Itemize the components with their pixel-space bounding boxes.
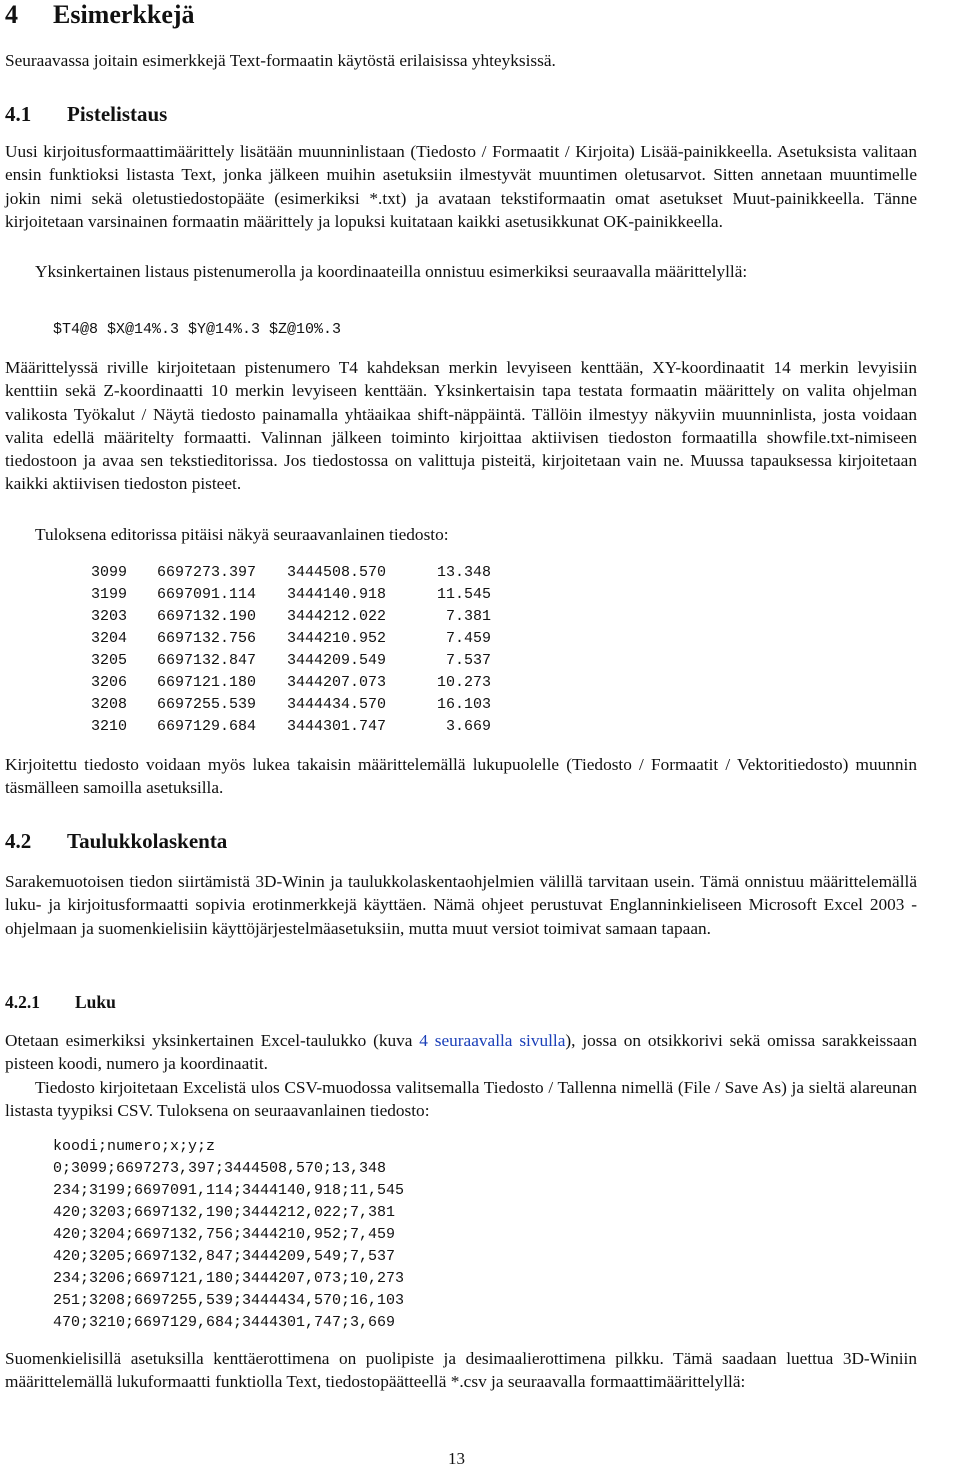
page-number: 13 <box>448 1449 465 1468</box>
table-cell: 6697121.180 <box>157 674 257 691</box>
figure-reference-link[interactable]: 4 seuraavalla sivulla <box>419 1031 566 1050</box>
paragraph: Määrittelyssä riville kirjoitetaan pistenumero T4 kahdeksan merkin levyiseen kenttään, XY-koordinaatit 14 merkin levyisiin kenttiin sekä Z-koordinaatti 10 merkin levyiseen kenttään. Yksinkertaisin tapa testata formaatin määrittely on valita ohjelman valikosta Työkalut / Näytä tiedosto painamalla yhtäaikaa shift-näppäintä. Tällöin ilmestyy näkyviin muunninlista, josta voidaan valita edellä määritelty formaatti. Valinnan jälkeen toiminto kirjoittaa aktiivisen tiedoston formaatilla showfile.txt-nimiseen tiedostoon ja avaa sen tekstieditorissa. Jos tiedostossa on valittuja pisteitä, kirjoitetaan vain ne. Muussa tapauksessa kirjoitetaan kaikki aktiivisen tiedoston pisteet. <box>5 358 917 494</box>
table-cell: 6697273.397 <box>157 564 257 581</box>
paragraph: Sarakemuotoisen tiedon siirtämistä 3D-Winin ja taulukkolaskentaohjelmien välillä tarvitaan usein. Tämä onnistuu määrittelemällä luku- ja kirjoitusformaatti sopivia erotinmerkkejä käyttäen. Nämä ohjeet perustuvat Englanninkieliseen Microsoft Excel 2003 -ohjelmaan ja suomenkielisiin käyttöjärjestelmäasetuksiin, mutta muut versiot toimivat samaan tapaan. <box>5 872 917 938</box>
section-heading-4-1 <box>5 102 167 127</box>
paragraph: Yksinkertainen listaus pistenumerolla ja koordinaateilla onnistuu esimerkiksi seuraavalla määrittelyllä: <box>35 262 748 281</box>
table-cell: 3444434.570 <box>287 696 387 713</box>
table-cell: 10.273 <box>436 674 491 691</box>
paragraph: Otetaan esimerkiksi yksinkertainen Excel-taulukko (kuva 4 seuraavalla sivulla), jossa on otsikkorivi sekä omissa sarakkeissaan pisteen koodi, numero ja koordinaatit. <box>5 1031 917 1074</box>
section-intro: Seuraavassa joitain esimerkkejä Text-formaatin käytöstä erilaisissa yhteyksissä. <box>5 51 556 70</box>
table-row <box>91 584 491 606</box>
section-number: 4.2.1 <box>5 992 40 1012</box>
paragraph: Tuloksena editorissa pitäisi näkyä seuraavanlainen tiedosto: <box>35 525 449 544</box>
table-cell: 3444140.918 <box>287 586 387 603</box>
section-number: 4 <box>5 0 18 29</box>
table-cell: 3444301.747 <box>287 718 387 735</box>
table-cell: 3203 <box>91 608 128 625</box>
table-row <box>91 562 491 584</box>
table-cell: 3.669 <box>445 718 491 735</box>
table-cell: 3444508.570 <box>287 564 387 581</box>
csv-line: 251;3208;6697255,539;3444434,570;16,103 <box>53 1292 405 1309</box>
table-cell: 3099 <box>91 564 128 581</box>
paragraph: Tiedosto kirjoitetaan Excelistä ulos CSV-muodossa valitsemalla Tiedosto / Tallenna nimellä (File / Save As) ja sieltä alareunan listasta tyypiksi CSV. Tuloksena on seuraavanlainen tiedosto: <box>5 1078 917 1121</box>
table-cell: 13.348 <box>436 564 491 581</box>
table-cell: 6697132.847 <box>157 652 257 669</box>
table-cell: 11.545 <box>436 586 491 603</box>
csv-line: 234;3199;6697091,114;3444140,918;11,545 <box>53 1182 405 1199</box>
csv-output-listing <box>53 1136 404 1334</box>
table-row <box>91 628 491 650</box>
table-cell: 16.103 <box>436 696 491 713</box>
csv-line: 470;3210;6697129,684;3444301,747;3,669 <box>53 1314 396 1331</box>
section-title: Pistelistaus <box>67 102 168 126</box>
table-cell: 7.537 <box>445 652 491 669</box>
csv-line: 234;3206;6697121,180;3444207,073;10,273 <box>53 1270 405 1287</box>
table-cell: 3210 <box>91 718 128 735</box>
table-row <box>91 650 491 672</box>
table-cell: 3199 <box>91 586 128 603</box>
csv-line: 0;3099;6697273,397;3444508,570;13,348 <box>53 1160 387 1177</box>
table-cell: 6697132.756 <box>157 630 257 647</box>
paragraph: Uusi kirjoitusformaattimäärittely lisätään muunninlistaan (Tiedosto / Formaatit / Kirjoita) Lisää-painikkeella. Asetuksista valitaan ensin funktioksi listasta Text, jonka jälkeen muihin asetuksiin ilmestyvät muuntimen oletusarvot. Sitten annetaan muuntimelle jokin nimi sekä oletustiedostopääte (esimerkiksi *.txt) ja avataan tekstiformaatin omat asetukset Muut-painikkeella. Tänne kirjoitetaan varsinainen formaatin määrittely ja lopuksi kuitataan kaikki asetusikkunat OK-painikkeella. <box>5 142 917 231</box>
section-heading-4-2 <box>5 829 227 854</box>
table-cell: 6697132.190 <box>157 608 257 625</box>
table-cell: 3444207.073 <box>287 674 387 691</box>
table-cell: 3444210.952 <box>287 630 387 647</box>
table-cell: 3444209.549 <box>287 652 387 669</box>
table-cell: 6697255.539 <box>157 696 257 713</box>
table-cell: 7.459 <box>445 630 491 647</box>
csv-line: 420;3205;6697132,847;3444209,549;7,537 <box>53 1248 396 1265</box>
section-number: 4.1 <box>5 102 32 126</box>
csv-line: 420;3204;6697132,756;3444210,952;7,459 <box>53 1226 396 1243</box>
table-cell: 6697091.114 <box>157 586 257 603</box>
section-number: 4.2 <box>5 829 32 853</box>
section-title: Taulukkolaskenta <box>67 829 228 853</box>
table-cell: 3204 <box>91 630 128 647</box>
csv-line: koodi;numero;x;y;z <box>53 1138 216 1155</box>
section-title: Esimerkkejä <box>53 0 195 29</box>
table-cell: 7.381 <box>445 608 491 625</box>
section-heading-4-2-1 <box>5 992 116 1013</box>
table-cell: 3205 <box>91 652 128 669</box>
section-title: Luku <box>75 992 116 1012</box>
table-cell: 3444212.022 <box>287 608 387 625</box>
table-row <box>91 716 491 738</box>
table-cell: 3208 <box>91 696 128 713</box>
paragraph: Kirjoitettu tiedosto voidaan myös lukea takaisin määrittelemällä lukupuolelle (Tiedosto / Formaatit / Vektoritiedosto) muunnin täsmälleen samoilla asetuksilla. <box>5 755 917 798</box>
section-heading-4 <box>5 0 195 30</box>
table-row <box>91 606 491 628</box>
table-row <box>91 672 491 694</box>
csv-line: 420;3203;6697132,190;3444212,022;7,381 <box>53 1204 396 1221</box>
table-cell: 6697129.684 <box>157 718 257 735</box>
showfile-output-table <box>91 562 491 738</box>
table-cell: 3206 <box>91 674 128 691</box>
table-row <box>91 694 491 716</box>
paragraph: Suomenkielisillä asetuksilla kenttäerottimena on puolipiste ja desimaalierottimena pilkku. Tämä saadaan luettua 3D-Winiin määrittelemällä lukuformaatti funktiolla Text, tiedostopäätteellä *.csv ja seuraavalla formaattimäärittelyllä: <box>5 1349 917 1392</box>
format-definition-code: $T4@8 $X@14%.3 $Y@14%.3 $Z@10%.3 <box>53 321 342 338</box>
